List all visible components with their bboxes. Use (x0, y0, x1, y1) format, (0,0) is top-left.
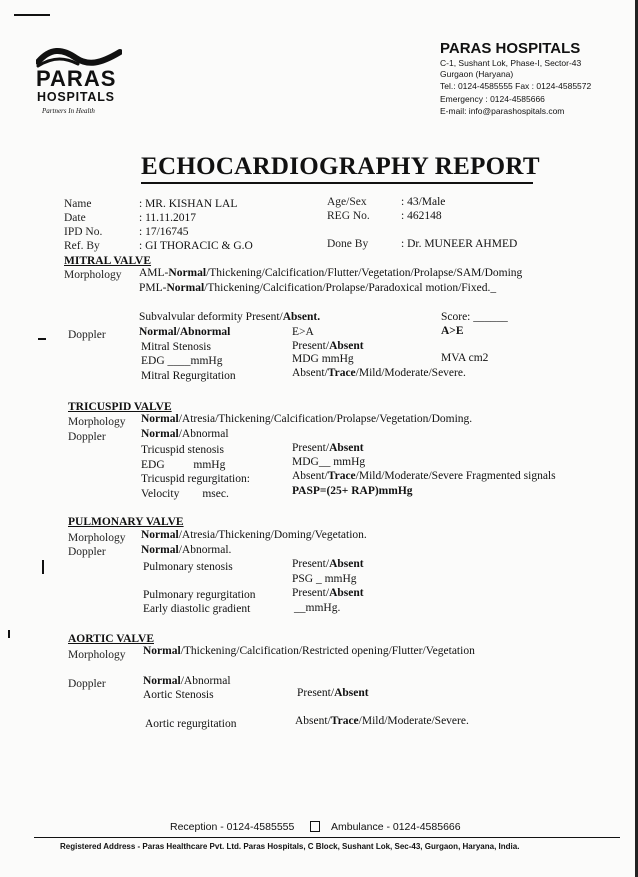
aortic-doppler-label: Doppler (68, 678, 106, 690)
report-title: ECHOCARDIOGRAPHY REPORT (141, 153, 540, 180)
pulmonary-regurgitation-value: Present/Absent (292, 587, 364, 599)
ipd-label: IPD No. (64, 226, 103, 238)
tricuspid-regurgitation-value: Absent/Trace/Mild/Moderate/Severe Fragmented signals (292, 470, 556, 482)
pulmonary-doppler-label: Doppler (68, 546, 106, 558)
mitral-pml-line: PML-Normal/Thickening/Calcification/Prolapse/Paradoxical motion/Fixed._ (139, 282, 497, 294)
age-sex: : 43/Male (401, 196, 446, 208)
aortic-valve-heading: AORTIC VALVE (68, 633, 154, 645)
scan-mark (8, 630, 10, 638)
footer-separator-icon (310, 821, 320, 832)
mitral-stenosis-value: Present/Absent (292, 340, 364, 352)
hospital-address-line2: Gurgaon (Haryana) (440, 69, 514, 79)
aortic-regurgitation-value: Absent/Trace/Mild/Moderate/Severe. (295, 715, 469, 727)
tricuspid-velocity: Velocity msec. (141, 488, 229, 500)
mitral-ea: E>A (292, 326, 314, 338)
aortic-stenosis-value: Present/Absent (297, 687, 369, 699)
report-date: : 11.11.2017 (139, 212, 196, 224)
pulmonary-diastolic-label: Early diastolic gradient (143, 603, 251, 615)
logo-tagline: Partners In Health (42, 107, 95, 115)
footer-rule (34, 837, 620, 838)
pulmonary-diastolic-value: __mmHg. (294, 602, 341, 614)
tricuspid-morphology-label: Morphology (68, 416, 126, 428)
patient-name-label: Name (64, 198, 92, 210)
reg-number-label: REG No. (327, 210, 370, 222)
tricuspid-stenosis-label: Tricuspid stenosis (141, 444, 224, 456)
tricuspid-doppler: Normal/Abnormal (141, 428, 229, 440)
patient-name: : MR. KISHAN LAL (139, 198, 238, 210)
tricuspid-morphology: Normal/Atresia/Thickening/Calcification/Prolapse/Vegetation/Doming. (141, 413, 473, 425)
mitral-regurgitation-value: Absent/Trace/Mild/Moderate/Severe. (292, 367, 466, 379)
footer-reception: Reception - 0124-4585555 (170, 821, 295, 833)
date-label: Date (64, 212, 86, 224)
hospital-email: E-mail: info@parashospitals.com (440, 106, 565, 116)
mitral-aml-line: AML-Normal/Thickening/Calcification/Flutter/Vegetation/Prolapse/SAM/Doming (139, 267, 523, 279)
aortic-morphology: Normal/Thickening/Calcification/Restricted opening/Flutter/Vegetation (143, 645, 475, 657)
mitral-morphology-label: Morphology (64, 269, 122, 281)
ipd-number: : 17/16745 (139, 226, 189, 238)
pulmonary-doppler: Normal/Abnormal. (141, 544, 232, 556)
hospital-name: PARAS HOSPITALS (440, 40, 581, 57)
aortic-morphology-label: Morphology (68, 649, 126, 661)
mitral-regurgitation-label: Mitral Regurgitation (141, 370, 236, 382)
logo-text-paras: PARAS (36, 66, 117, 91)
pulmonary-psg: PSG _ mmHg (292, 573, 357, 585)
mitral-mva: MVA cm2 (441, 352, 489, 364)
mitral-score: Score: ______ (441, 311, 508, 323)
hospital-phone: Tel.: 0124-4585555 Fax : 0124-4585572 (440, 81, 592, 91)
mitral-ae: A>E (441, 325, 464, 337)
mitral-stenosis-label: Mitral Stenosis (141, 341, 211, 353)
footer-ambulance: Ambulance - 0124-4585666 (331, 821, 461, 833)
pulmonary-regurgitation-label: Pulmonary regurgitation (143, 589, 256, 601)
aortic-regurgitation-label: Aortic regurgitation (145, 718, 237, 730)
scan-mark (38, 338, 46, 340)
aortic-stenosis-label: Aortic Stenosis (143, 689, 214, 701)
tricuspid-stenosis-value: Present/Absent (292, 442, 364, 454)
mitral-valve-heading: MITRAL VALVE (64, 255, 152, 267)
pulmonary-morphology: Normal/Atresia/Thickening/Doming/Vegetation. (141, 529, 367, 541)
tricuspid-doppler-label: Doppler (68, 431, 106, 443)
mitral-edg: EDG ____mmHg (141, 355, 223, 367)
done-by-label: Done By (327, 238, 369, 250)
scan-mark (42, 560, 44, 574)
pulmonary-morphology-label: Morphology (68, 532, 126, 544)
mitral-doppler-label: Doppler (68, 329, 106, 341)
logo-text-hospitals: HOSPITALS (37, 90, 115, 104)
done-by: : Dr. MUNEER AHMED (401, 238, 518, 250)
pulmonary-stenosis-value: Present/Absent (292, 558, 364, 570)
mitral-doppler-normal: Normal/Abnormal (139, 326, 231, 338)
tricuspid-pasp: PASP=(25+ RAP)mmHg (292, 485, 413, 497)
tricuspid-regurgitation-label: Tricuspid regurgitation: (141, 473, 250, 485)
reg-number: : 462148 (401, 210, 442, 222)
mitral-subvalvular: Subvalvular deformity Present/Absent. (139, 311, 321, 323)
referred-by-label: Ref. By (64, 240, 100, 252)
pulmonary-stenosis-label: Pulmonary stenosis (143, 561, 233, 573)
hospital-address-line1: C-1, Sushant Lok, Phase-I, Sector-43 (440, 58, 582, 68)
tricuspid-valve-heading: TRICUSPID VALVE (68, 401, 172, 413)
referred-by: : GI THORACIC & G.O (139, 240, 253, 252)
hospital-logo (36, 46, 126, 118)
age-sex-label: Age/Sex (327, 196, 367, 208)
hospital-emergency: Emergency : 0124-4585666 (440, 94, 545, 104)
title-underline (141, 182, 533, 184)
footer-registered-address: Registered Address - Paras Healthcare Pvt. Ltd. Paras Hospitals, C Block, Sushant Lok, Sec-43, Gurgaon, Haryana, India. (60, 842, 520, 851)
aortic-doppler: Normal/Abnormal (143, 675, 231, 687)
mitral-mdg: MDG mmHg (292, 353, 354, 365)
tricuspid-edg: EDG mmHg (141, 459, 226, 471)
tricuspid-mdg: MDG__ mmHg (292, 456, 366, 468)
pulmonary-valve-heading: PULMONARY VALVE (68, 516, 184, 528)
scan-mark (14, 14, 50, 16)
